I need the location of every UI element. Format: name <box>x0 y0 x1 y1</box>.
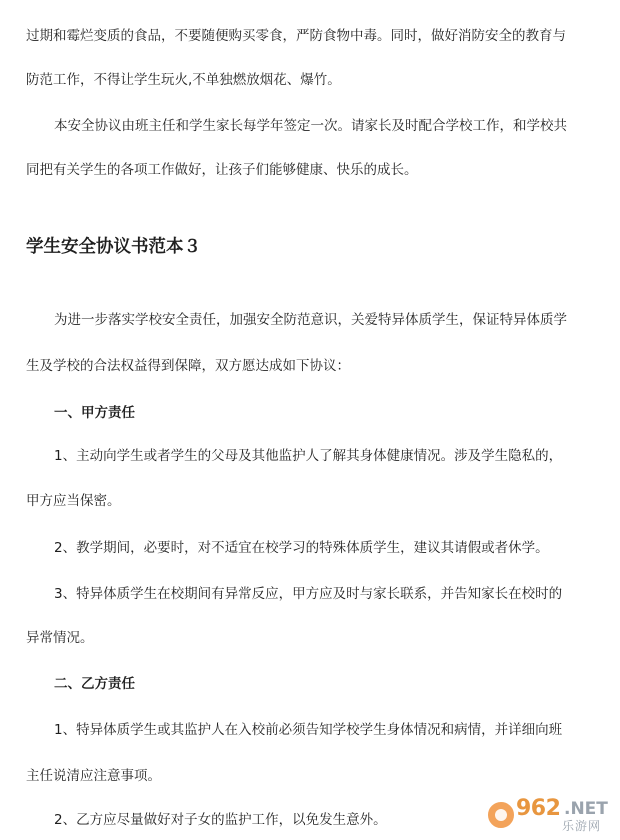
watermark-site-name: 乐游网 <box>562 819 602 833</box>
intro-line: 生及学校的合法权益得到保障，双方愿达成如下协议： <box>26 358 350 374</box>
party-b-heading: 二、乙方责任 <box>54 676 135 692</box>
paragraph-line: 本安全协议由班主任和学生家长每学年签定一次。请家长及时配合学校工作，和学校共 <box>54 118 567 134</box>
section-title: 学生安全协议书范本３ <box>26 237 201 257</box>
party-b-item-line: 2、乙方应尽量做好对子女的监护工作，以免发生意外。 <box>54 812 387 828</box>
intro-line: 为进一步落实学校安全责任，加强安全防范意识，关爱特异体质学生，保证特异体质学 <box>54 312 567 328</box>
party-a-heading: 一、甲方责任 <box>54 405 135 421</box>
party-a-item-line: 1、主动向学生或者学生的父母及其他监护人了解其身体健康情况。涉及学生隐私的， <box>54 448 563 464</box>
watermark-number: 962 <box>516 796 561 821</box>
party-a-item-line: 3、特异体质学生在校期间有异常反应，甲方应及时与家长联系，并告知家长在校时的 <box>54 586 563 602</box>
party-a-item-line: 异常情况。 <box>26 630 94 646</box>
paragraph-line: 同把有关学生的各项工作做好，让孩子们能够健康、快乐的成长。 <box>26 162 418 178</box>
party-b-item-line: 主任说清应注意事项。 <box>26 768 161 784</box>
party-b-item-line: 1、特异体质学生或其监护人在入校前必须告知学校学生身体情况和病情，并详细向班 <box>54 722 563 738</box>
party-a-item-line: 甲方应当保密。 <box>26 493 121 509</box>
party-a-item-line: 2、教学期间，必要时，对不适宜在校学习的特殊体质学生，建议其请假或者休学。 <box>54 540 549 556</box>
paragraph-line: 过期和霉烂变质的食品，不要随便购买零食，严防食物中毒。同时，做好消防安全的教育与 <box>26 28 566 44</box>
watermark-logo-icon <box>486 800 516 830</box>
paragraph-line: 防范工作，不得让学生玩火,不单独燃放烟花、爆竹。 <box>26 72 341 88</box>
site-watermark <box>486 796 612 836</box>
watermark-suffix: .NET <box>564 799 608 819</box>
